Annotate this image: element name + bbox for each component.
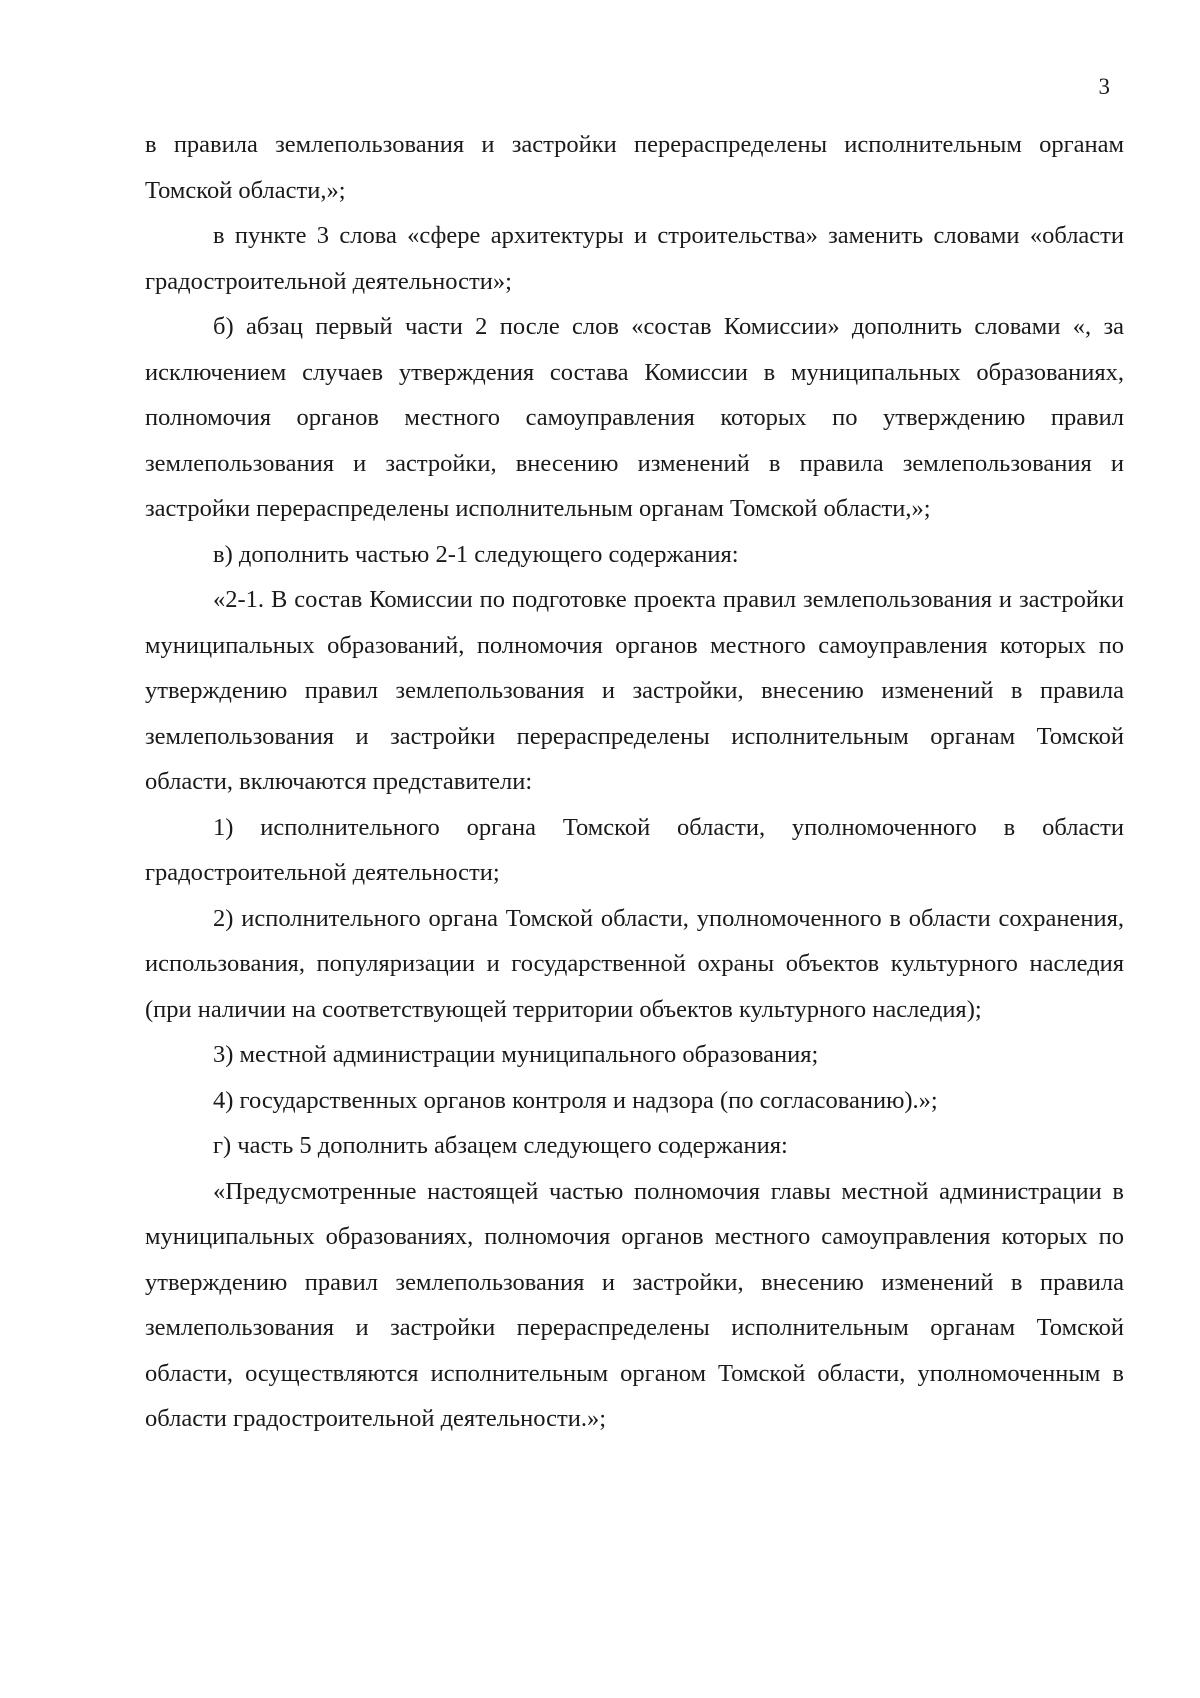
list-item-4: 4) государственных органов контроля и надзора (по согласованию).»; xyxy=(213,1086,938,1114)
paragraph-item-v: в) дополнить частью 2-1 следующего содержания: xyxy=(213,540,739,568)
paragraph-item-3-wording: в пункте 3 слова «сфере архитектуры и строительства» заменить словами «области градостроительной деятельности»; xyxy=(145,222,1124,295)
list-item-1: 1) исполнительного органа Томской области, уполномоченного в области градостроительной деятельности; xyxy=(145,813,1124,886)
list-item-2: 2) исполнительного органа Томской области, уполномоченного в области сохранения, использования, популяризации и государственной охраны объектов культурного наследия (при наличии на соответствующей территории объектов культурного наследия); xyxy=(145,904,1124,1023)
paragraph-item-g: г) часть 5 дополнить абзацем следующего содержания: xyxy=(213,1132,788,1159)
paragraph-item-b: б) абзац первый части 2 после слов «состав Комиссии» дополнить словами «, за исключением случаев утверждения состава Комиссии в муниципальных образованиях, полномочия органов местного самоуправления которых по утверждению правил землепользования и застройки, внесению изменений в правила землепользования и застройки перераспределены исполнительным органам Томской области,»; xyxy=(145,313,1124,522)
paragraph-continuation: в правила землепользования и застройки перераспределены исполнительным органам Томской области,»; xyxy=(145,131,1124,204)
paragraph-part-5-addition: «Предусмотренные настоящей частью полномочия главы местной администрации в муниципальных образованиях, полномочия органов местного самоуправления которых по утверждению правил землепользования и застройки, внесению изменений в правила землепользования и застройки перераспределены исполнительным органам Томской области, осуществляются исполнительным органом Томской области, уполномоченным в области градостроительной деятельности.»; xyxy=(145,1177,1124,1432)
document-body xyxy=(145,122,1124,1442)
page-number: 3 xyxy=(1098,74,1110,99)
list-item-3: 3) местной администрации муниципального образования; xyxy=(213,1041,819,1068)
paragraph-part-2-1: «2-1. В состав Комиссии по подготовке проекта правил землепользования и застройки муниципальных образований, полномочия органов местного самоуправления которых по утверждению правил землепользования и застройки, внесению изменений в правила землепользования и застройки перераспределены исполнительным органам Томской области, включаются представители: xyxy=(145,586,1124,795)
